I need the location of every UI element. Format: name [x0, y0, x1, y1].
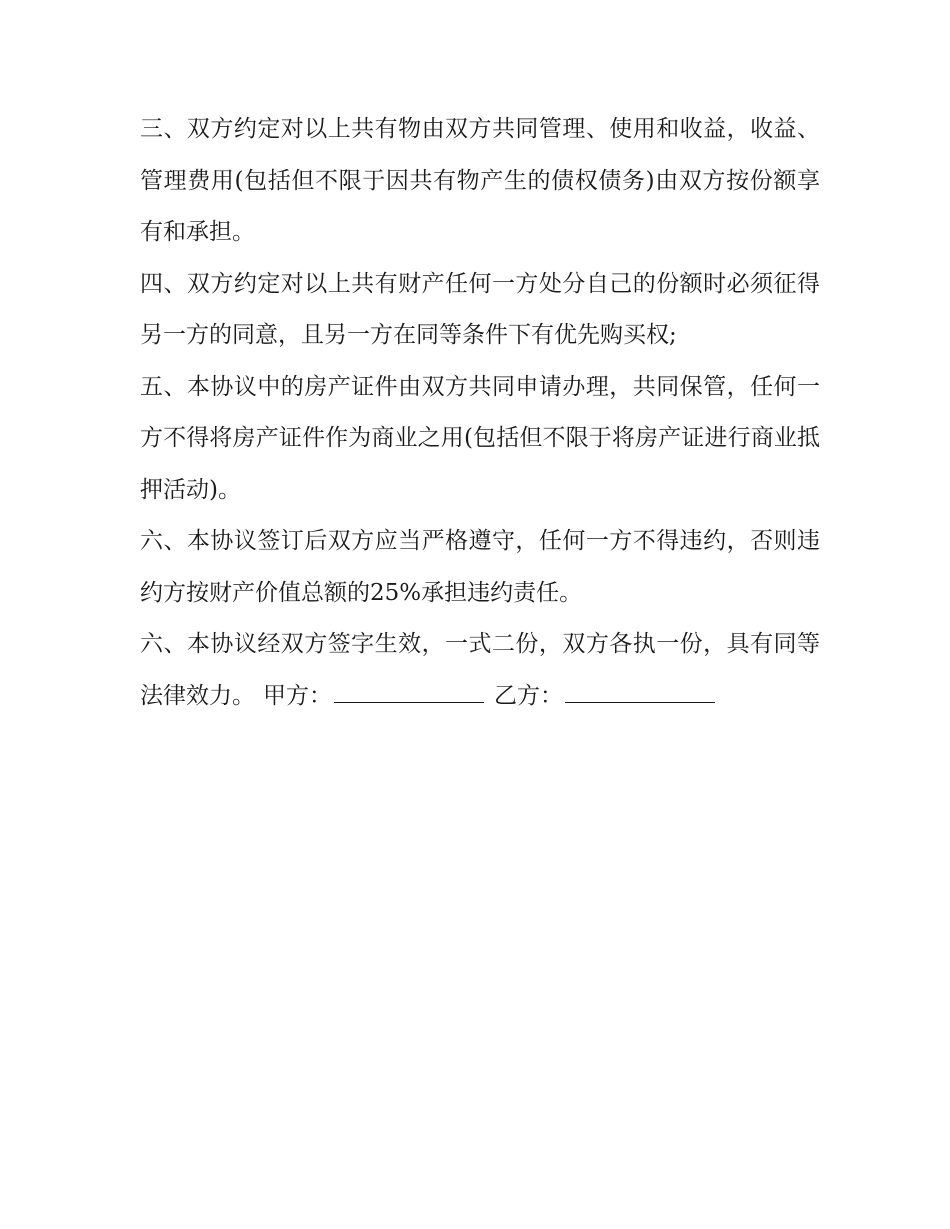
party-b-label: 乙方：: [494, 682, 563, 709]
clause-4: 四、双方约定对以上共有财产任何一方处分自己的份额时必须征得另一方的同意，且另一方在同等条件下有优先购买权;: [140, 270, 820, 348]
party-a-label: 甲方：: [263, 682, 332, 709]
clause-5: 五、本协议中的房产证件由双方共同申请办理，共同保管，任何一方不得将房产证件作为商业之用(包括但不限于将房产证进行商业抵押活动)。: [140, 373, 820, 503]
document-body: [140, 104, 820, 722]
party-a-signature-line: [334, 682, 484, 703]
party-b-signature-line: [565, 682, 715, 703]
clause-6-effect: [140, 619, 820, 722]
clause-3: 三、双方约定对以上共有物由双方共同管理、使用和收益，收益、管理费用(包括但不限于因共有物产生的债权债务)由双方按份额享有和承担。: [140, 116, 820, 245]
clause-6-effect-text: 六、本协议经双方签字生效，一式二份，双方各执一份，具有同等法律效力。: [140, 631, 820, 709]
clause-6-breach: 六、本协议签订后双方应当严格遵守，任何一方不得违约，否则违约方按财产价值总额的25%承担违约责任。: [140, 528, 820, 606]
